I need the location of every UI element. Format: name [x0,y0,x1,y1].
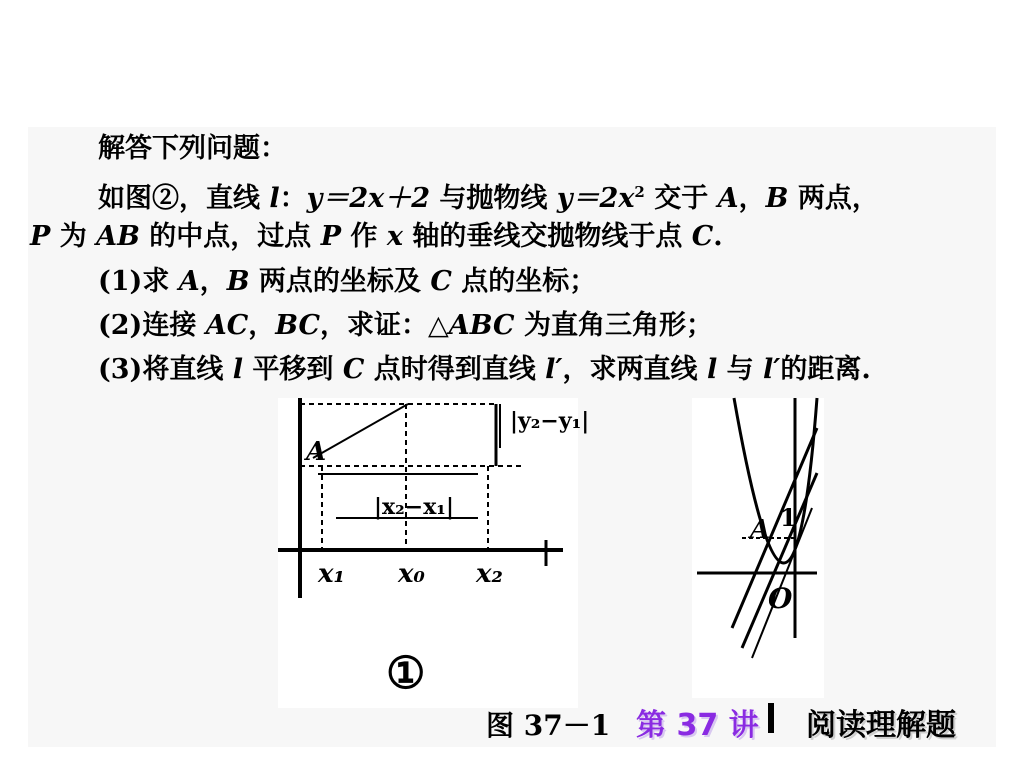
fig1-label-abs-mid: |x₂−x₁| [374,494,454,520]
figure-2-diagram [692,398,824,698]
fig2-label-o: O [768,582,793,615]
question-1: (1)求 A，B 两点的坐标及 C 点的坐标； [98,266,597,297]
fig1-label-number: ① [386,648,426,699]
lesson-number: 第 37 讲 [636,708,759,743]
figure-caption: 图 37－1 [486,709,611,742]
footer-divider [768,703,774,733]
lesson-topic: 阅读理解题 [806,708,956,743]
fig2-label-1: 1 [780,503,797,532]
fig1-label-x0: x₀ [398,559,425,589]
fig1-label-a: A [306,437,327,467]
problem-line-2: 如图②，直线 l：y＝2x＋2 与抛物线 $y=2x^2$ 交于 A，B 两点， [98,183,879,214]
problem-intro: 解答下列问题： [98,133,287,164]
figure-1-diagram [278,398,590,708]
question-3: (3)将直线 l 平移到 C 点时得到直线 l′，求两直线 l 与 l′的距离. [98,354,871,385]
fig1-label-x1: x₁ [318,559,345,589]
fig1-label-abs-top: |y₂−y₁| [510,408,590,434]
question-2: (2)连接 AC，BC，求证：△ABC 为直角三角形； [98,310,713,341]
problem-line-3: P 为 AB 的中点，过点 P 作 x 轴的垂线交抛物线于点 C. [30,221,723,252]
fig2-label-a: A [750,515,771,545]
fig1-label-x2: x₂ [476,559,503,589]
